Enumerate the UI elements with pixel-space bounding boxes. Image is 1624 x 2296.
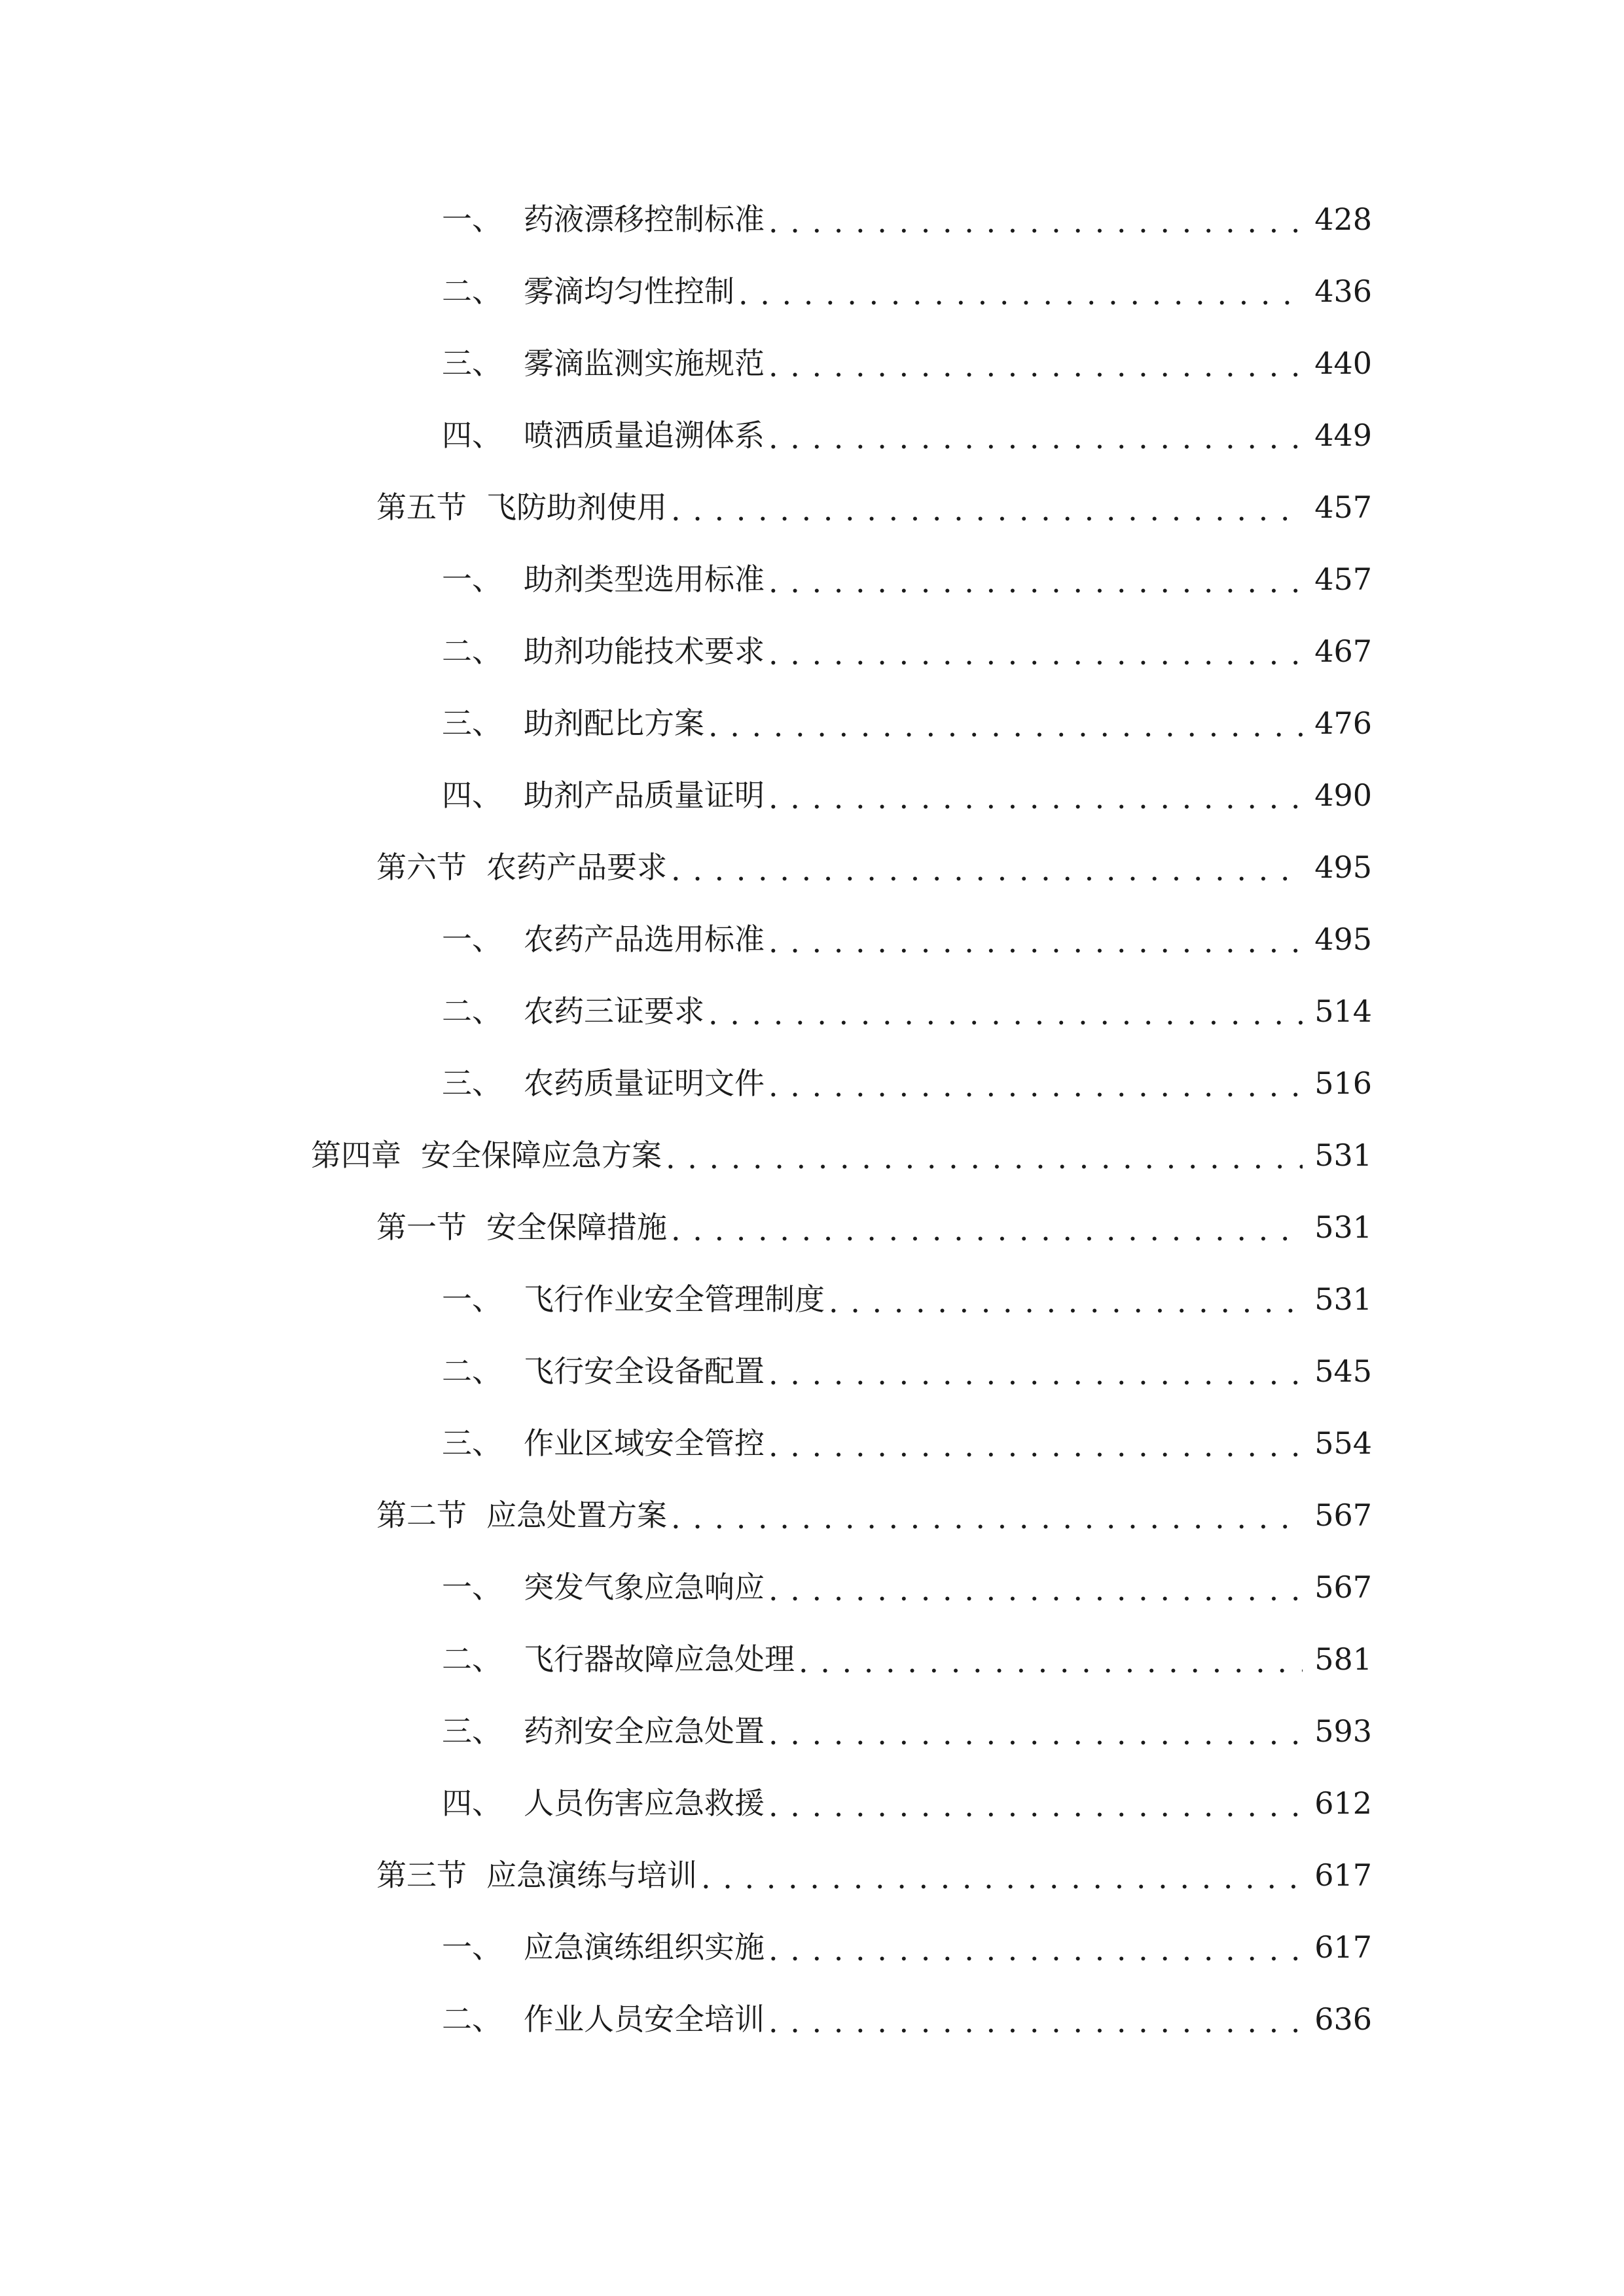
- toc-dot-leader: [671, 1503, 1303, 1533]
- toc-entry-title: 作业人员安全培训: [524, 2001, 765, 2037]
- toc-entry-page: 495: [1314, 922, 1372, 957]
- toc-entry-number: 二、: [442, 634, 502, 669]
- toc-entry-title: 药液漂移控制标准: [524, 202, 765, 237]
- toc-entry-page: 476: [1314, 706, 1372, 741]
- toc-dot-leader: [768, 783, 1303, 813]
- toc-entry-number: 二、: [442, 1354, 502, 1389]
- toc-entry-title: 安全保障应急方案: [421, 1138, 662, 1173]
- toc-entry-title: 作业区域安全管控: [524, 1426, 765, 1461]
- toc-entry-number: 一、: [442, 202, 502, 237]
- toc-entry-title: 突发气象应急响应: [524, 1570, 765, 1605]
- toc-entry-title: 应急处置方案: [486, 1498, 667, 1533]
- toc-entry[interactable]: [311, 1119, 1372, 1191]
- toc-dot-leader: [768, 1071, 1303, 1101]
- toc-entry[interactable]: [442, 1407, 1372, 1479]
- toc-entry-title: 农药质量证明文件: [524, 1066, 765, 1101]
- toc-entry[interactable]: [442, 759, 1372, 831]
- toc-entry-number: 二、: [442, 994, 502, 1029]
- toc-entry-number: 一、: [442, 562, 502, 597]
- toc-entry-title: 助剂配比方案: [524, 706, 704, 741]
- toc-entry-page: 514: [1314, 994, 1372, 1029]
- toc-entry[interactable]: [376, 1839, 1372, 1911]
- toc-entry-page: 636: [1314, 2001, 1372, 2037]
- toc-entry[interactable]: [442, 543, 1372, 615]
- toc-entry-page: 531: [1314, 1210, 1372, 1245]
- toc-entry-number: 一、: [442, 1282, 502, 1317]
- toc-entry-number: 第四章: [311, 1138, 401, 1173]
- toc-entry[interactable]: [442, 1695, 1372, 1767]
- toc-entry-title: 药剂安全应急处置: [524, 1713, 765, 1749]
- toc-dot-leader: [768, 1719, 1303, 1749]
- toc-entry[interactable]: [442, 1047, 1372, 1119]
- toc-entry-title: 助剂类型选用标准: [524, 562, 765, 597]
- toc-entry[interactable]: [442, 255, 1372, 327]
- toc-entry[interactable]: [442, 327, 1372, 399]
- toc-entry[interactable]: [442, 615, 1372, 687]
- toc-entry-page: 457: [1314, 562, 1372, 597]
- toc-entry[interactable]: [442, 1551, 1372, 1623]
- toc-dot-leader: [666, 1143, 1303, 1173]
- toc-entry[interactable]: [442, 903, 1372, 975]
- toc-entry-page: 490: [1314, 778, 1372, 813]
- toc-entry[interactable]: [442, 1335, 1372, 1407]
- toc-entry-page: 436: [1314, 274, 1372, 309]
- toc-entry[interactable]: [442, 1263, 1372, 1335]
- toc-entry-number: 四、: [442, 1785, 502, 1821]
- toc-entry[interactable]: [376, 1191, 1372, 1263]
- toc-entry-number: 三、: [442, 706, 502, 741]
- toc-entry-page: 617: [1314, 1929, 1372, 1965]
- toc-entry[interactable]: [442, 1983, 1372, 2055]
- toc-dot-leader: [701, 1863, 1303, 1893]
- toc-entry-number: 二、: [442, 2001, 502, 2037]
- toc-entry-number: 二、: [442, 1641, 502, 1677]
- toc-dot-leader: [738, 279, 1303, 309]
- toc-dot-leader: [708, 711, 1303, 741]
- toc-entry-title: 飞行安全设备配置: [524, 1354, 765, 1389]
- toc-entry-title: 喷洒质量追溯体系: [524, 418, 765, 453]
- toc-dot-leader: [671, 495, 1303, 525]
- toc-entry-page: 428: [1314, 202, 1372, 237]
- toc-dot-leader: [768, 1791, 1303, 1821]
- toc-entry-page: 567: [1314, 1498, 1372, 1533]
- toc-entry-number: 第五节: [376, 490, 467, 525]
- toc-entry-title: 农药三证要求: [524, 994, 704, 1029]
- toc-entry[interactable]: [442, 687, 1372, 759]
- toc-entry-page: 612: [1314, 1785, 1372, 1821]
- toc-entry-page: 531: [1314, 1138, 1372, 1173]
- toc-entry-title: 应急演练与培训: [486, 1857, 697, 1893]
- toc-entry-title: 助剂产品质量证明: [524, 778, 765, 813]
- toc-entry-title: 飞行作业安全管理制度: [524, 1282, 825, 1317]
- toc-entry-number: 三、: [442, 1713, 502, 1749]
- toc-entry[interactable]: [376, 471, 1372, 543]
- toc-entry-page: 467: [1314, 634, 1372, 669]
- toc-entry-number: 三、: [442, 1066, 502, 1101]
- toc-entry-number: 第三节: [376, 1857, 467, 1893]
- toc-dot-leader: [768, 567, 1303, 597]
- toc-entry[interactable]: [442, 1623, 1372, 1695]
- toc-entry-title: 助剂功能技术要求: [524, 634, 765, 669]
- toc-entry-page: 545: [1314, 1354, 1372, 1389]
- toc-entry-page: 531: [1314, 1282, 1372, 1317]
- toc-entry-number: 第一节: [376, 1210, 467, 1245]
- toc-entry-number: 三、: [442, 346, 502, 381]
- toc-entry-page: 593: [1314, 1713, 1372, 1749]
- toc-entry[interactable]: [442, 975, 1372, 1047]
- toc-entry-number: 第二节: [376, 1498, 467, 1533]
- toc-dot-leader: [768, 1431, 1303, 1461]
- toc-dot-leader: [768, 1359, 1303, 1389]
- toc-dot-leader: [768, 207, 1303, 237]
- toc-entry[interactable]: [376, 1479, 1372, 1551]
- toc-entry-page: 581: [1314, 1641, 1372, 1677]
- toc-entry-number: 三、: [442, 1426, 502, 1461]
- toc-entry-page: 495: [1314, 850, 1372, 885]
- toc-entry-number: 二、: [442, 274, 502, 309]
- toc-entry-page: 516: [1314, 1066, 1372, 1101]
- toc-dot-leader: [768, 1575, 1303, 1605]
- toc-entry-title: 农药产品选用标准: [524, 922, 765, 957]
- toc-entry-page: 457: [1314, 490, 1372, 525]
- toc-entry[interactable]: [442, 1911, 1372, 1983]
- toc-dot-leader: [671, 855, 1303, 885]
- toc-entry-number: 一、: [442, 922, 502, 957]
- toc-entry-title: 飞行器故障应急处理: [524, 1641, 795, 1677]
- toc-entry[interactable]: [442, 399, 1372, 471]
- toc-entry-number: 第六节: [376, 850, 467, 885]
- toc-entry-number: 一、: [442, 1929, 502, 1965]
- toc-entry-title: 应急演练组织实施: [524, 1929, 765, 1965]
- toc-dot-leader: [671, 1215, 1303, 1245]
- toc-entry[interactable]: [376, 831, 1372, 903]
- toc-dot-leader: [799, 1647, 1303, 1677]
- toc-entry-title: 农药产品要求: [486, 850, 667, 885]
- toc-entry-title: 人员伤害应急救援: [524, 1785, 765, 1821]
- toc-dot-leader: [829, 1287, 1303, 1317]
- toc-entry-number: 四、: [442, 778, 502, 813]
- toc-entry-title: 飞防助剂使用: [486, 490, 667, 525]
- toc-entry-number: 四、: [442, 418, 502, 453]
- toc-dot-leader: [768, 639, 1303, 669]
- toc-entry[interactable]: [442, 1767, 1372, 1839]
- toc-entry-page: 617: [1314, 1857, 1372, 1893]
- toc-entry-page: 554: [1314, 1426, 1372, 1461]
- toc-dot-leader: [768, 2007, 1303, 2037]
- toc-dot-leader: [768, 351, 1303, 381]
- toc-entry-title: 雾滴均匀性控制: [524, 274, 734, 309]
- toc-entry-page: 440: [1314, 346, 1372, 381]
- toc-entry-title: 雾滴监测实施规范: [524, 346, 765, 381]
- toc-entry-page: 567: [1314, 1570, 1372, 1605]
- toc-entry-page: 449: [1314, 418, 1372, 453]
- toc-entry-title: 安全保障措施: [486, 1210, 667, 1245]
- toc-entry[interactable]: [442, 183, 1372, 255]
- toc-entry-number: 一、: [442, 1570, 502, 1605]
- toc-dot-leader: [708, 999, 1303, 1029]
- toc-dot-leader: [768, 1935, 1303, 1965]
- toc-dot-leader: [768, 927, 1303, 957]
- toc-dot-leader: [768, 423, 1303, 453]
